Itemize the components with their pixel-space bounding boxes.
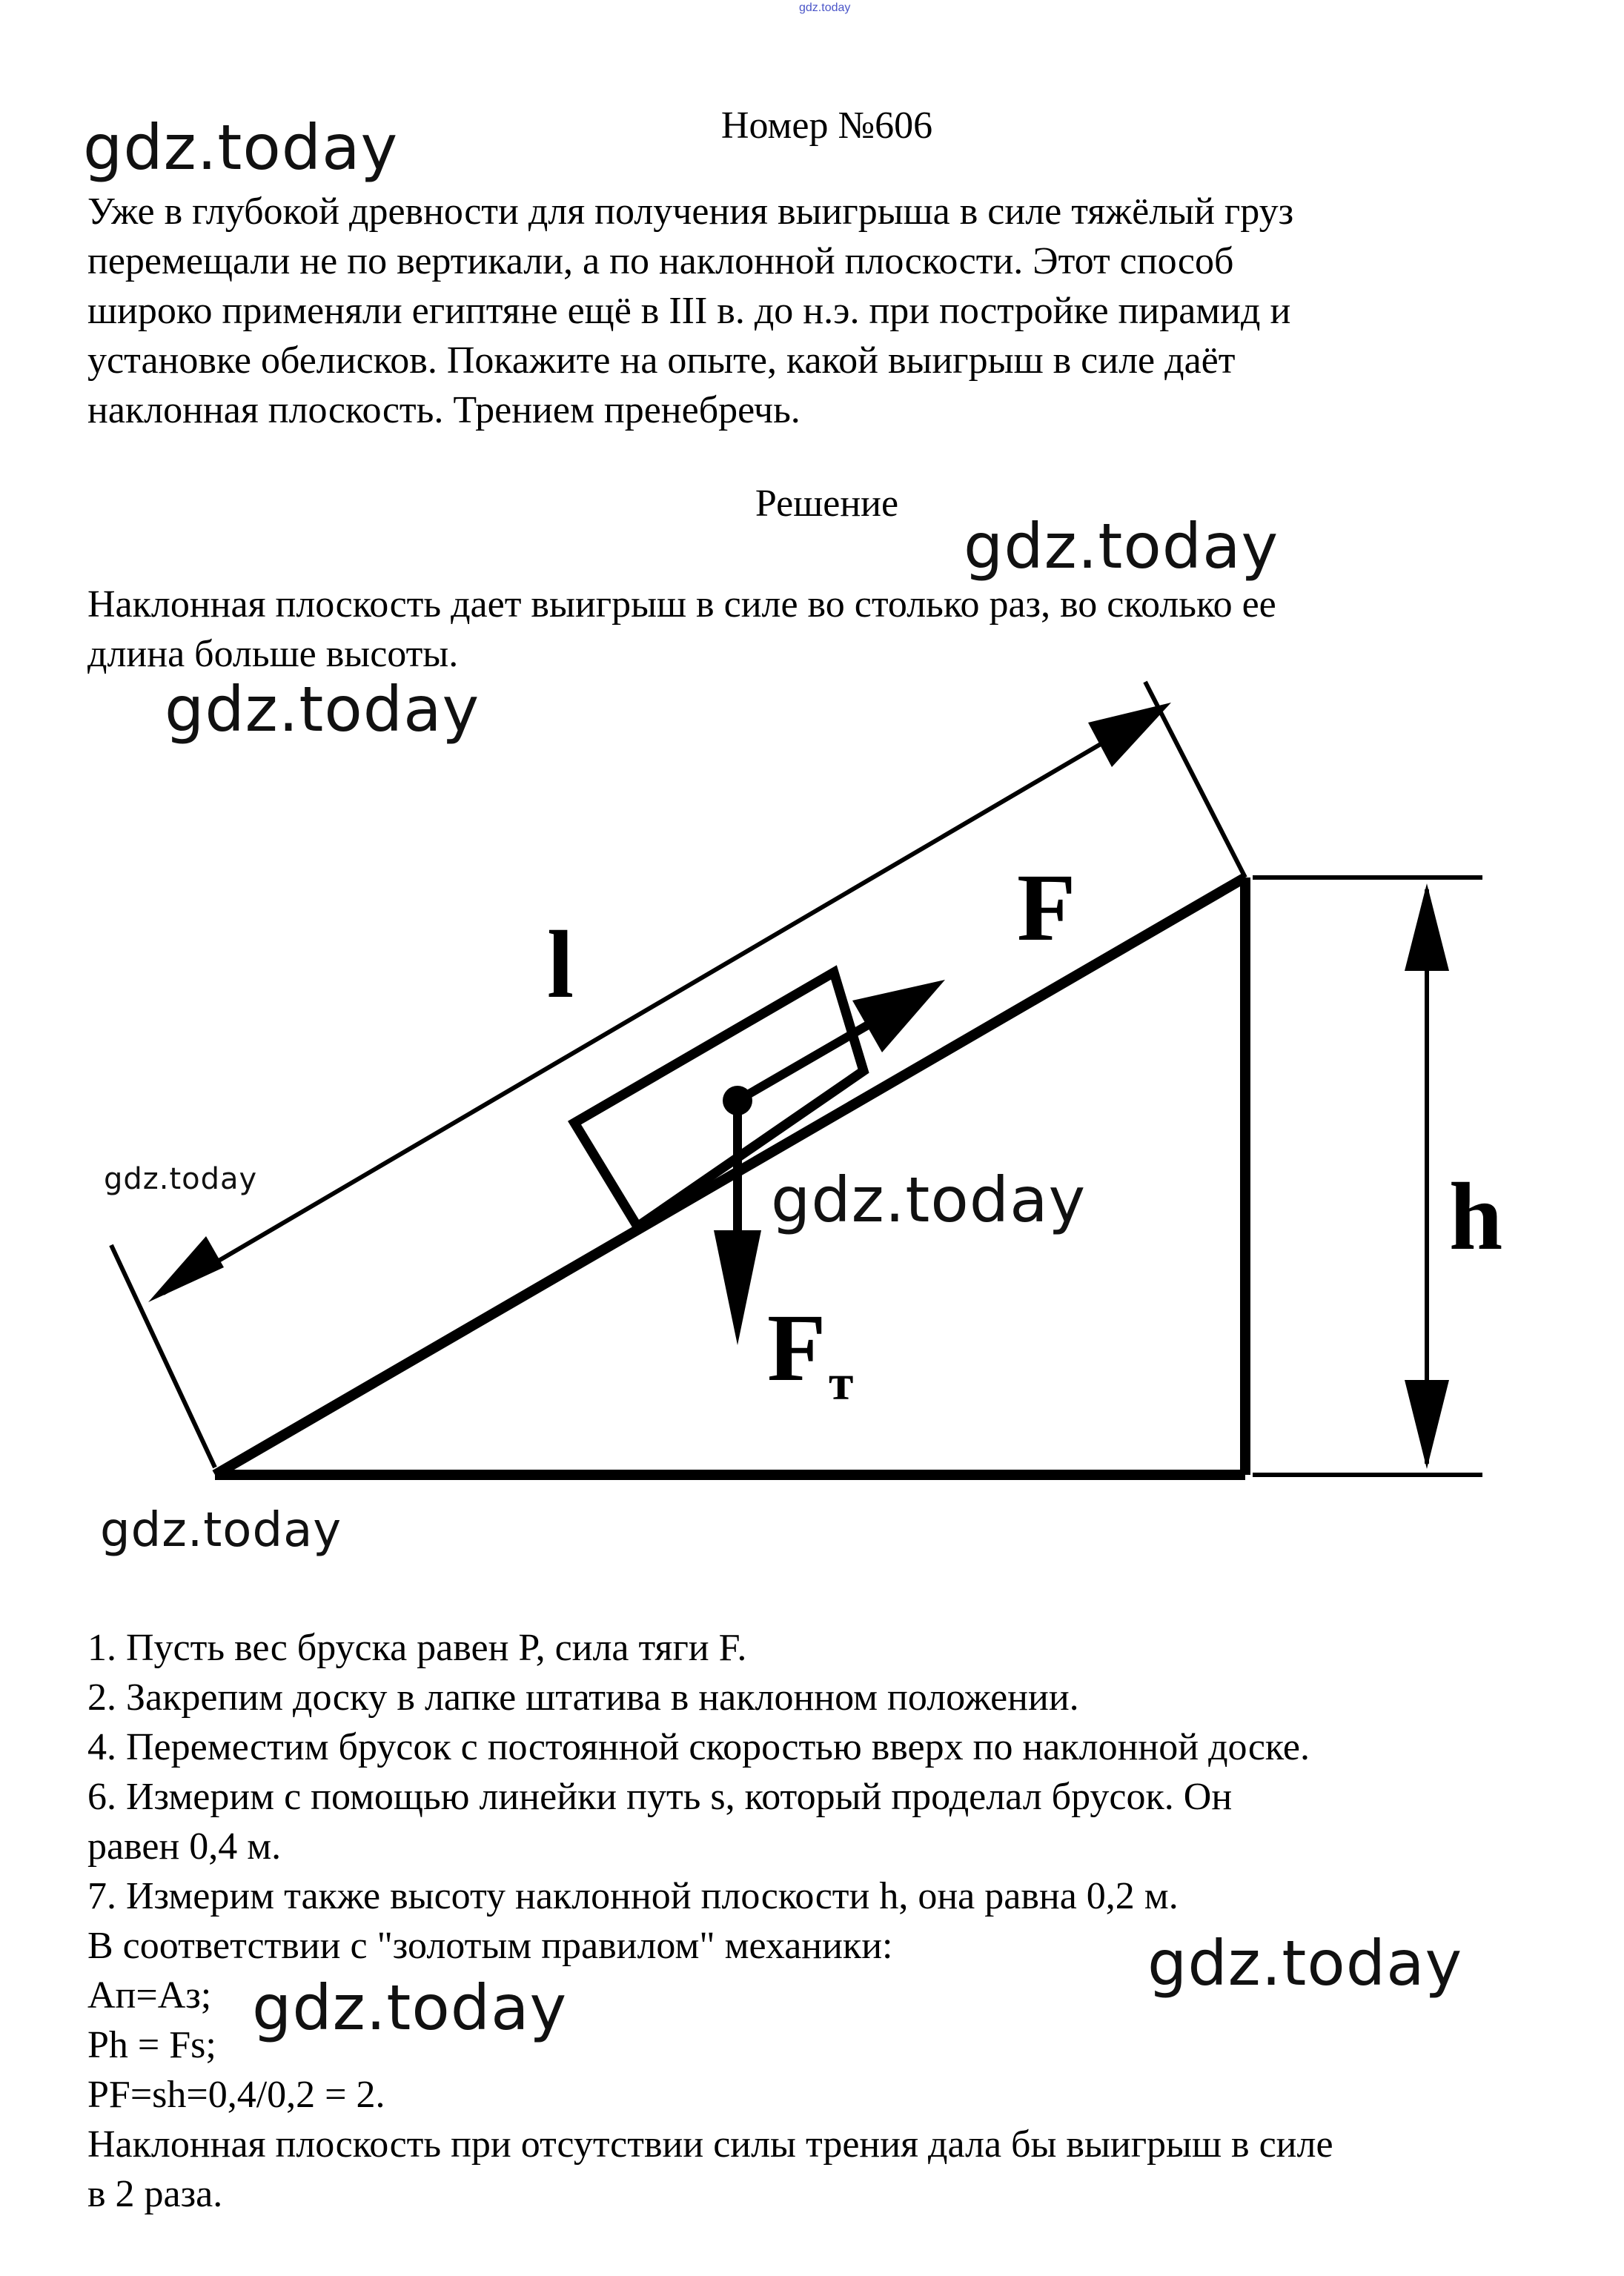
watermark: gdz.today (964, 510, 1279, 583)
top-watermark: gdz.today (799, 1, 851, 14)
step-line: 7. Измерим также высоту наклонной плоскости h, она равна 0,2 м. (87, 1875, 1179, 1917)
step-line: PF=sh=0,4/0,2 = 2. (87, 2074, 385, 2116)
solution-steps (87, 1623, 1570, 2219)
statement-line: Наклонная плоскость дает выигрыш в силе во столько раз, во сколько ее (87, 583, 1276, 626)
watermark: gdz.today (252, 1971, 568, 2044)
page-title: Номер №606 (720, 104, 933, 147)
problem-line: широко применяли египтяне ещё в III в. до н.э. при постройке пирамид и (87, 290, 1291, 332)
length-arrow-right-icon (1088, 703, 1171, 767)
problem-line: наклонная плоскость. Трением пренебречь. (87, 389, 801, 431)
watermark: gdz.today (165, 673, 480, 746)
height-arrow-up-icon (1405, 883, 1449, 971)
length-arrow-left-icon (148, 1236, 224, 1302)
incline-surface (215, 877, 1245, 1475)
solution-heading: Решение (755, 482, 899, 525)
problem-line: перемещали не по вертикали, а по наклонной плоскости. Этот способ (87, 240, 1234, 282)
watermark: gdz.today (1147, 1927, 1463, 2000)
watermark: gdz.today (104, 1162, 258, 1196)
step-line: 1. Пусть вес бруска равен P, сила тяги F. (87, 1627, 747, 1669)
watermark: gdz.today (83, 111, 399, 184)
problem-line: Уже в глубокой древности для получения выигрыша в силе тяжёлый груз (87, 190, 1294, 233)
step-line: 4. Переместим брусок с постоянной скоростью вверх по наклонной доске. (87, 1726, 1310, 1768)
watermark: gdz.today (100, 1503, 342, 1558)
length-label: l (547, 912, 574, 1018)
watermark: gdz.today (771, 1164, 1087, 1236)
gravity-label: F (767, 1295, 826, 1401)
height-arrow-down-icon (1405, 1380, 1449, 1469)
gravity-label-subscript: т (829, 1354, 854, 1410)
step-line: Ph = Fs; (87, 2024, 216, 2066)
statement-line: длина больше высоты. (87, 633, 459, 675)
height-label: h (1449, 1164, 1503, 1270)
problem-line: установке обелисков. Покажите на опыте, какой выигрыш в силе даёт (87, 339, 1236, 382)
step-line: 6. Измерим с помощью линейки путь s, который проделал брусок. Он (87, 1776, 1233, 1818)
pull-force-arrow-icon (852, 980, 945, 1052)
force-label: F (1017, 855, 1076, 961)
gravity-force-arrow-icon (714, 1230, 761, 1345)
step-line: Aп=Aз; (87, 1974, 212, 2017)
step-line: Наклонная плоскость при отсутствии силы трения дала бы выигрыш в силе (87, 2123, 1333, 2166)
step-line: В соответствии с "золотым правилом" механики: (87, 1925, 893, 1967)
step-line: в 2 раза. (87, 2173, 223, 2215)
step-line: 2. Закрепим доску в лапке штатива в наклонном положении. (87, 1676, 1079, 1719)
step-line: равен 0,4 м. (87, 1825, 282, 1868)
